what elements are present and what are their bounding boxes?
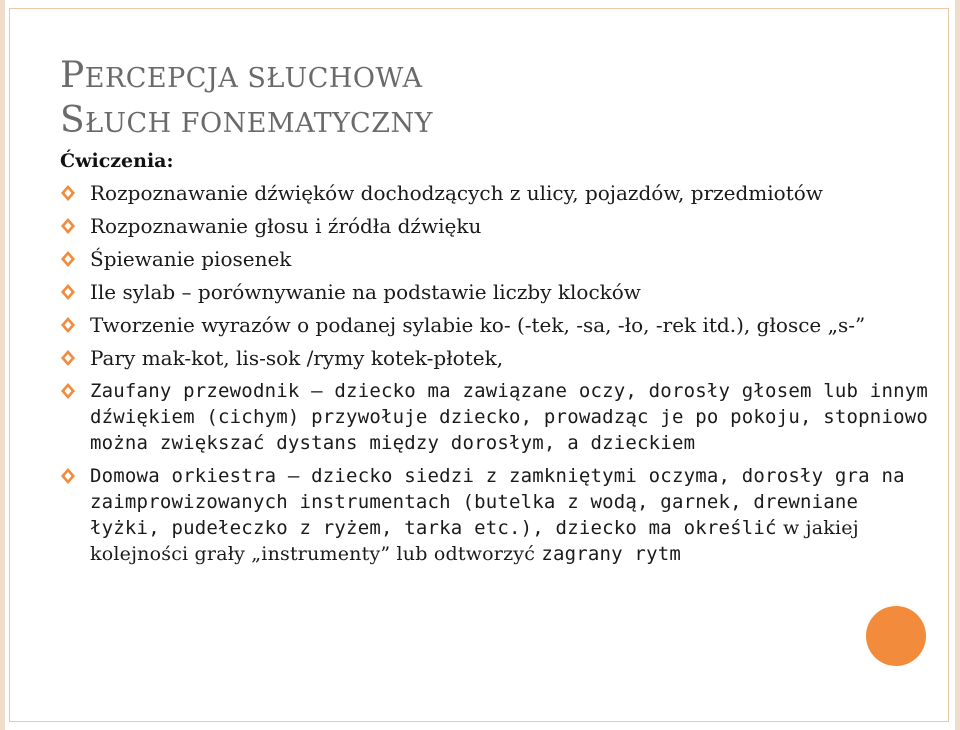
- list-item: Śpiewanie piosenek: [60, 246, 930, 272]
- bullet-icon: [60, 349, 76, 367]
- right-edge-decoration: [955, 0, 960, 730]
- list-item: Domowa orkiestra – dziecko siedzi z zamkniętymi oczyma, dorosły gra na zaimprowizowanych instrumentach (butelka z wodą, garnek, drewniane łyżki, pudełeczko z ryżem, tarka etc.), dziecko ma określić w jakiej kolejności grały „instrumenty” lub odtworzyć zagrany rytm: [60, 463, 930, 567]
- left-edge-decoration: [0, 0, 5, 730]
- bullet-icon: [60, 283, 76, 301]
- bullet-icon: [60, 316, 76, 334]
- title-line-1: PERCEPCJA SŁUCHOWA: [60, 55, 423, 96]
- list-item: Rozpoznawanie dźwięków dochodzących z ulicy, pojazdów, przedmiotów: [60, 180, 930, 206]
- bullet-icon: [60, 467, 76, 485]
- title-line-2: SŁUCH FONEMATYCZNY: [60, 100, 433, 141]
- orange-accent-circle: [866, 606, 926, 666]
- list-item: Pary mak-kot, lis-sok /rymy kotek-płotek,: [60, 345, 930, 371]
- list-item: Ile sylab – porównywanie na podstawie liczby klocków: [60, 279, 930, 305]
- bullet-icon: [60, 217, 76, 235]
- list-item: Tworzenie wyrazów o podanej sylabie ko- (-tek, -sa, -ło, -rek itd.), głosce „s-”: [60, 312, 930, 338]
- list-item: Rozpoznawanie głosu i źródła dźwięku: [60, 213, 930, 239]
- bullet-icon: [60, 250, 76, 268]
- slide-title: [60, 55, 433, 145]
- bullet-icon: [60, 382, 76, 400]
- bullet-icon: [60, 184, 76, 202]
- list-item: Zaufany przewodnik – dziecko ma zawiązane oczy, dorosły głosem lub innym dźwiękiem (cichym) przywołuje dziecko, prowadząc je po pokoju, stopniowo można zwiększać dystans między dorosłym, a dzieckiem: [60, 378, 930, 456]
- exercises-heading: Ćwiczenia:: [60, 150, 174, 172]
- exercise-list: [60, 180, 930, 574]
